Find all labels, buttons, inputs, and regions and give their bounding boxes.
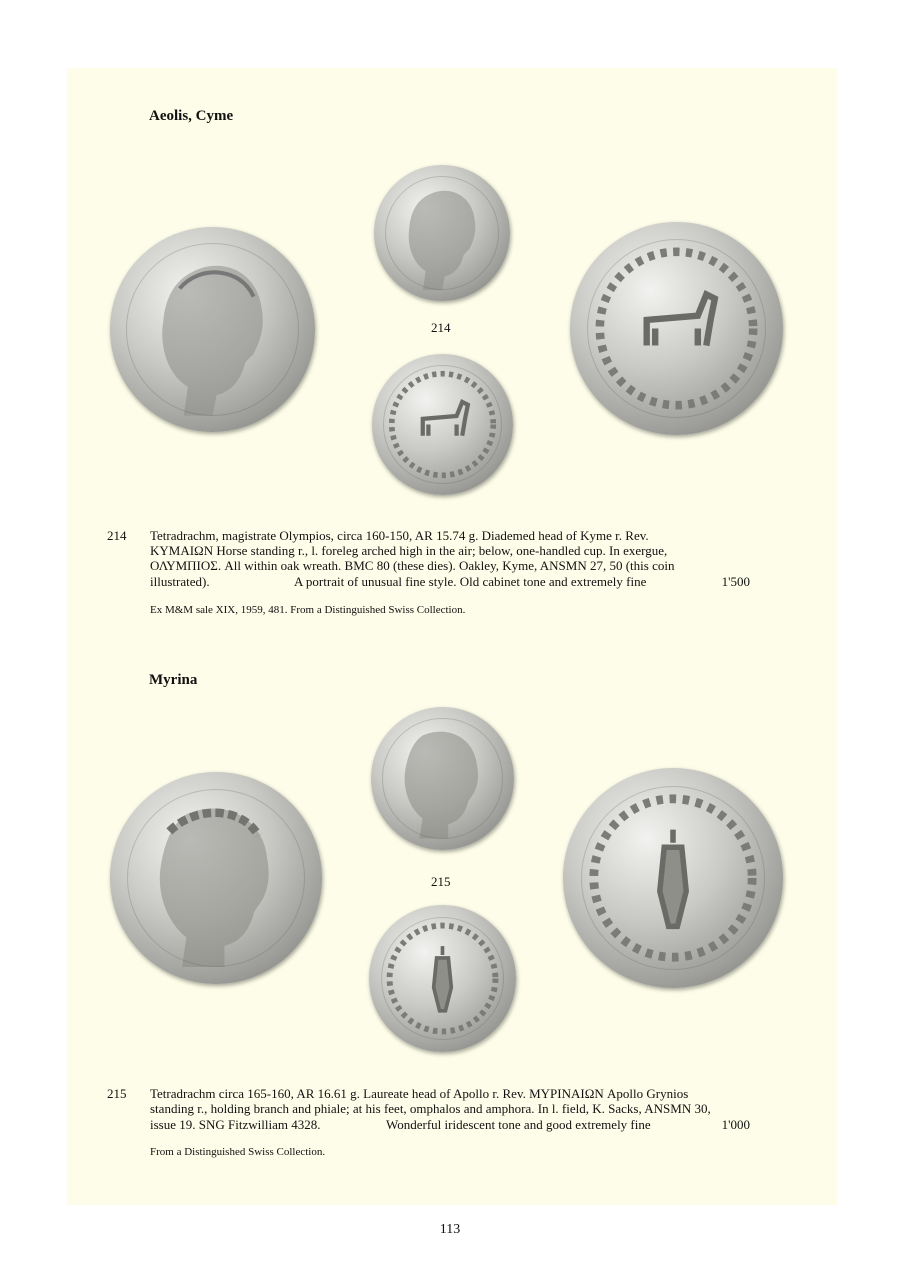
apollo-head-icon: [110, 772, 322, 984]
coin-215-label: 215: [431, 874, 451, 889]
coin-215-reverse-small-image: [369, 905, 516, 1052]
coin-215-reverse-large-image: [563, 768, 783, 988]
lot-215-line-1: Tetradrachm circa 165-160, AR 16.61 g. Laureate head of Apollo r. Rev. ΜΥΡΙΝΑΙΩΝ Apollo Grynios: [150, 1086, 689, 1101]
coin-215-obverse-large-image: [110, 772, 322, 984]
lot-214-line-4: illustrated).: [150, 574, 210, 589]
apollo-standing-in-wreath-icon: [369, 905, 516, 1052]
coin-214-reverse-small-image: [372, 354, 513, 495]
lot-214-line-3: ΟΛΥΜΠΙΟΣ. All within oak wreath. BMC 80 (these dies). Oakley, Kyme, ANSMN 27, 50 (this coin: [150, 558, 675, 573]
lot-214-price: 1'500: [721, 574, 750, 589]
coin-214-obverse-small-image: [374, 165, 510, 301]
lot-214-line-2: ΚΥΜΑΙΩΝ Horse standing r., l. foreleg arched high in the air; below, one-handled cup. In exergue,: [150, 543, 668, 558]
section-title-cyme: Aeolis, Cyme: [149, 108, 234, 124]
apollo-standing-in-wreath-icon: [563, 768, 783, 988]
lot-215-verdict: Wonderful iridescent tone and good extremely fine: [386, 1117, 651, 1132]
coin-214-label: 214: [431, 320, 451, 335]
lot-214-line-1: Tetradrachm, magistrate Olympios, circa 160-150, AR 15.74 g. Diademed head of Kyme r. Rev.: [150, 528, 649, 543]
coin-214-reverse-large-image: [570, 222, 783, 435]
coin-215-obverse-small-image: [371, 707, 514, 850]
lot-214-description: [107, 528, 750, 590]
female-head-icon: [110, 227, 315, 432]
apollo-head-icon: [371, 707, 514, 850]
lot-215-line-2: standing r., holding branch and phiale; at his feet, omphalos and amphora. In l. field, K. Sacks, ANSMN 30,: [150, 1101, 711, 1116]
lot-214-number: 214: [107, 528, 127, 543]
female-head-icon: [374, 165, 510, 301]
lot-215-price: 1'000: [721, 1117, 750, 1132]
lot-214-verdict: A portrait of unusual fine style. Old cabinet tone and extremely fine: [294, 574, 647, 589]
horse-in-wreath-icon: [570, 222, 783, 435]
coin-214-obverse-large-image: [110, 227, 315, 432]
lot-215-description: [107, 1086, 750, 1133]
section-title-myrina: Myrina: [149, 672, 198, 688]
lot-215-number: 215: [107, 1086, 127, 1101]
lot-215-line-3: issue 19. SNG Fitzwilliam 4328.: [150, 1117, 321, 1132]
lot-215-provenance: From a Distinguished Swiss Collection.: [150, 1146, 326, 1158]
page-number: 113: [439, 1222, 461, 1237]
horse-in-wreath-icon: [372, 354, 513, 495]
lot-214-provenance: Ex M&M sale XIX, 1959, 481. From a Distinguished Swiss Collection.: [150, 604, 466, 616]
